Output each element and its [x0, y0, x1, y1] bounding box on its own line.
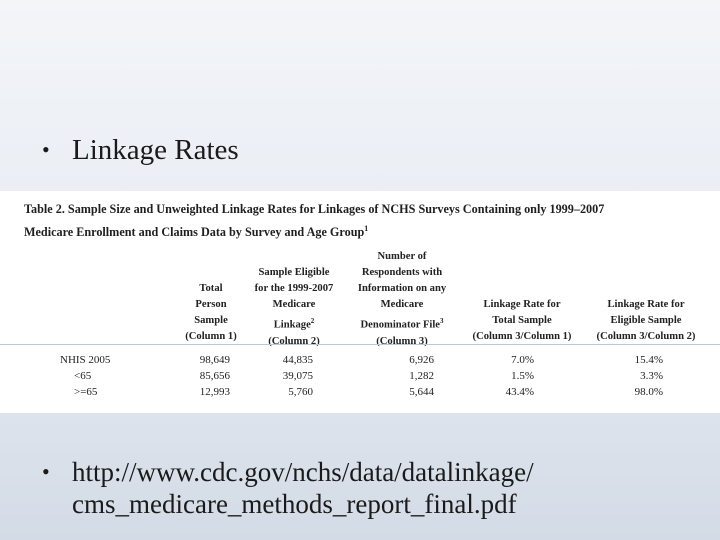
header-linkage-rate-eligible: Linkage Rate for Eligible Sample (Column 3/Column 2)	[596, 299, 696, 342]
row-label: NHIS 2005	[60, 354, 111, 366]
table-screenshot	[0, 191, 720, 413]
bullet-dot-icon: •	[42, 459, 50, 484]
table-row: NHIS 2005 98,649 44,835 6,926 7.0% 15.4%	[60, 354, 663, 366]
header-total-person-sample: Total Person Sample (Column 1)	[185, 283, 237, 342]
row-label: >=65	[74, 386, 98, 398]
header-sample-eligible: Sample Eligible for the 1999-2007 Medicare Linkage$^2$ (Column 2)	[254, 267, 334, 347]
title-footnote: 1	[364, 224, 369, 233]
table-row: >=65 12,993 5,760 5,644 43.4% 98.0%	[74, 386, 663, 398]
bullet-linkage-rates	[42, 133, 239, 167]
table-title-line-1: Table 2. Sample Size and Unweighted Linkage Rates for Linkages of NCHS Surveys Containing only 1999–2007	[24, 202, 605, 216]
header-linkage-rate-total: Linkage Rate for Total Sample (Column 3/Column 1)	[472, 299, 572, 342]
row-label: <65	[74, 370, 92, 382]
table-title-line-2: Medicare Enrollment and Claims Data by Survey and Age Group$^1$	[24, 224, 369, 240]
table-title	[24, 199, 714, 242]
table-row: <65 85,656 39,075 1,282 1.5% 3.3%	[74, 370, 663, 382]
bullet-dot-icon: •	[42, 137, 50, 162]
bullet-text: Linkage Rates	[72, 134, 239, 166]
source-url-line-1: http://www.cdc.gov/nchs/data/datalinkage/	[72, 457, 534, 487]
bullet-source-url	[42, 456, 534, 520]
header-respondents-with-info: Number of Respondents with Information on any Medicare Denominator File$^3$ (Column 3)	[357, 251, 447, 347]
source-url-line-2: cms_medicare_methods_report_final.pdf	[72, 489, 517, 519]
header-divider	[0, 344, 720, 345]
